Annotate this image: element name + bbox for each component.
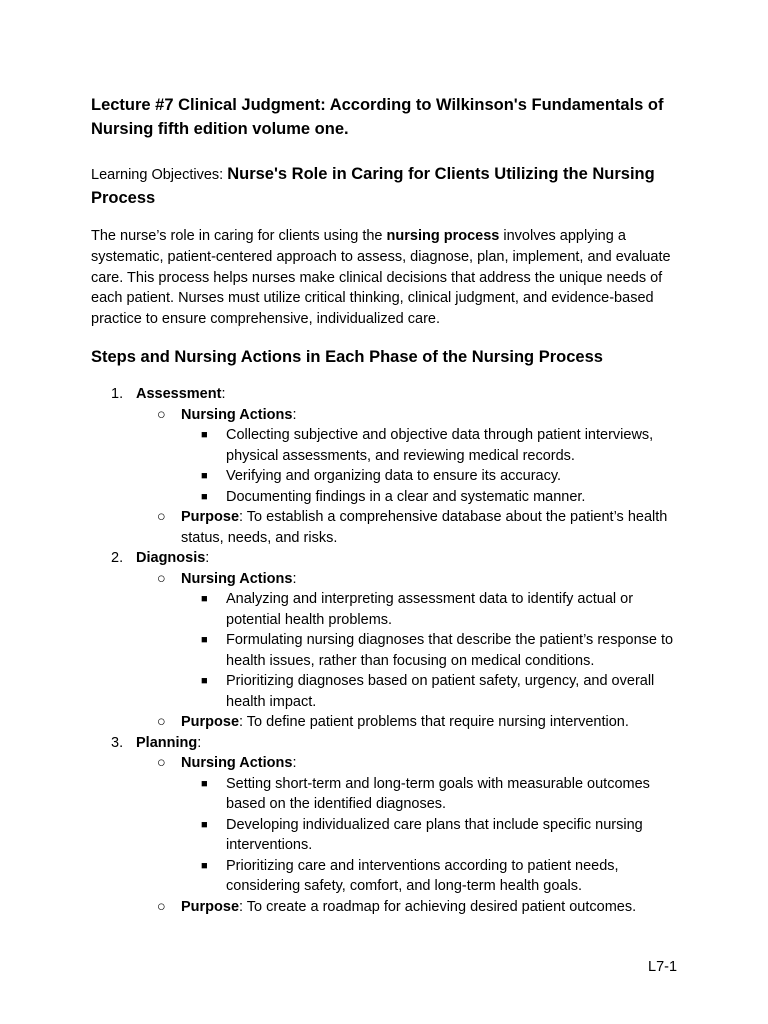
learning-objectives: [91, 163, 691, 210]
purpose-text: : To create a roadmap for achieving desired patient outcomes.: [239, 898, 637, 915]
colon: :: [205, 550, 210, 566]
circle-bullet-icon: ○: [157, 755, 166, 771]
actions-list: [0, 774, 768, 897]
step-number: 2.: [111, 550, 124, 566]
square-bullet-icon: ■: [201, 818, 208, 831]
step-planning: [0, 733, 768, 918]
action-text: Prioritizing diagnoses based on patient safety, urgency, and overall health impact.: [226, 673, 655, 710]
circle-bullet-icon: ○: [157, 570, 166, 587]
action-item: [201, 589, 681, 630]
actions-list: [0, 425, 768, 507]
action-item: [201, 487, 681, 508]
action-text: Collecting subjective and objective data through patient interviews, physical assessments, and reviewing medical records.: [226, 427, 654, 464]
objectives-text: Nurse's Role in Caring for Clients Utilizing the Nursing Process: [91, 165, 655, 207]
intro-before: The nurse’s role in caring for clients using the: [91, 228, 387, 244]
circle-bullet-icon: ○: [157, 509, 166, 525]
action-item: [201, 815, 681, 856]
purpose-label: Purpose: [181, 898, 240, 915]
nursing-actions-item: [157, 569, 681, 590]
purpose-item: [157, 507, 681, 548]
steps-list: [0, 384, 768, 917]
action-item: [201, 774, 681, 815]
action-text: Documenting findings in a clear and systematic manner.: [226, 488, 586, 505]
square-bullet-icon: ■: [201, 777, 208, 790]
section-heading: Steps and Nursing Actions in Each Phase of the Nursing Process: [91, 348, 603, 366]
circle-bullet-icon: ○: [157, 406, 166, 423]
lecture-title: [91, 93, 691, 141]
square-bullet-icon: ■: [201, 634, 208, 646]
step-number: 1.: [111, 386, 124, 402]
intro-paragraph: [91, 226, 691, 330]
colon: :: [292, 755, 297, 771]
nursing-actions-item: [157, 405, 681, 426]
actions-label: Nursing Actions: [181, 570, 293, 587]
purpose-item: [157, 712, 681, 733]
purpose-text: : To establish a comprehensive database about the patient’s health status, needs, and risks.: [181, 509, 668, 546]
action-text: Setting short-term and long-term goals with measurable outcomes based on the identified diagnoses.: [226, 775, 650, 812]
action-text: Analyzing and interpreting assessment data to identify actual or potential health problems.: [226, 591, 634, 628]
step-name: Diagnosis: [136, 550, 206, 566]
step-diagnosis: [0, 548, 768, 733]
objectives-label: Learning Objectives:: [91, 167, 228, 183]
colon: :: [221, 386, 226, 402]
circle-bullet-icon: ○: [157, 898, 166, 915]
page-number: L7-1: [648, 959, 678, 975]
purpose-label: Purpose: [181, 714, 240, 730]
action-text: Developing individualized care plans that include specific nursing interventions.: [226, 816, 643, 853]
square-bullet-icon: ■: [201, 490, 208, 503]
action-item: [201, 466, 681, 487]
purpose-item: [157, 897, 681, 918]
action-item: [201, 630, 681, 671]
actions-label: Nursing Actions: [181, 755, 293, 771]
action-text: Formulating nursing diagnoses that describe the patient’s response to health issues, rather than focusing on medical conditions.: [226, 632, 674, 669]
actions-list: [0, 589, 768, 712]
colon: :: [292, 570, 297, 587]
colon: :: [197, 734, 202, 751]
step-assessment: [0, 384, 768, 548]
square-bullet-icon: ■: [201, 675, 208, 687]
nursing-actions-item: [157, 753, 681, 774]
purpose-text: : To define patient problems that require nursing intervention.: [239, 714, 629, 730]
title-rest: According to Wilkinson's Fundamentals of Nursing fifth edition volume one.: [91, 96, 664, 138]
title-lead: Lecture #7 Clinical Judgment:: [91, 96, 326, 114]
step-name: Assessment: [136, 386, 222, 402]
step-name: Planning: [136, 734, 198, 751]
action-text: Verifying and organizing data to ensure its accuracy.: [226, 468, 562, 484]
intro-after: involves applying a systematic, patient-centered approach to assess, diagnose, plan, implement, and evaluate care. This process helps nurses make clinical decisions that address the unique needs of each patient. Nurses must utilize critical thinking, clinical judgment, and evidence-based practice to ensure comprehensive, individualized care.: [91, 228, 671, 328]
circle-bullet-icon: ○: [157, 714, 166, 730]
square-bullet-icon: ■: [201, 429, 208, 441]
square-bullet-icon: ■: [201, 859, 208, 872]
step-number: 3.: [111, 734, 124, 751]
action-item: [201, 425, 681, 466]
action-item: [201, 671, 681, 712]
actions-label: Nursing Actions: [181, 406, 293, 423]
square-bullet-icon: ■: [201, 593, 208, 605]
action-text: Prioritizing care and interventions according to patient needs, considering safety, comfort, and long-term health goals.: [226, 857, 619, 894]
square-bullet-icon: ■: [201, 470, 208, 482]
colon: :: [292, 406, 297, 423]
purpose-label: Purpose: [181, 509, 240, 525]
action-item: [201, 856, 681, 897]
intro-bold: nursing process: [386, 228, 500, 244]
